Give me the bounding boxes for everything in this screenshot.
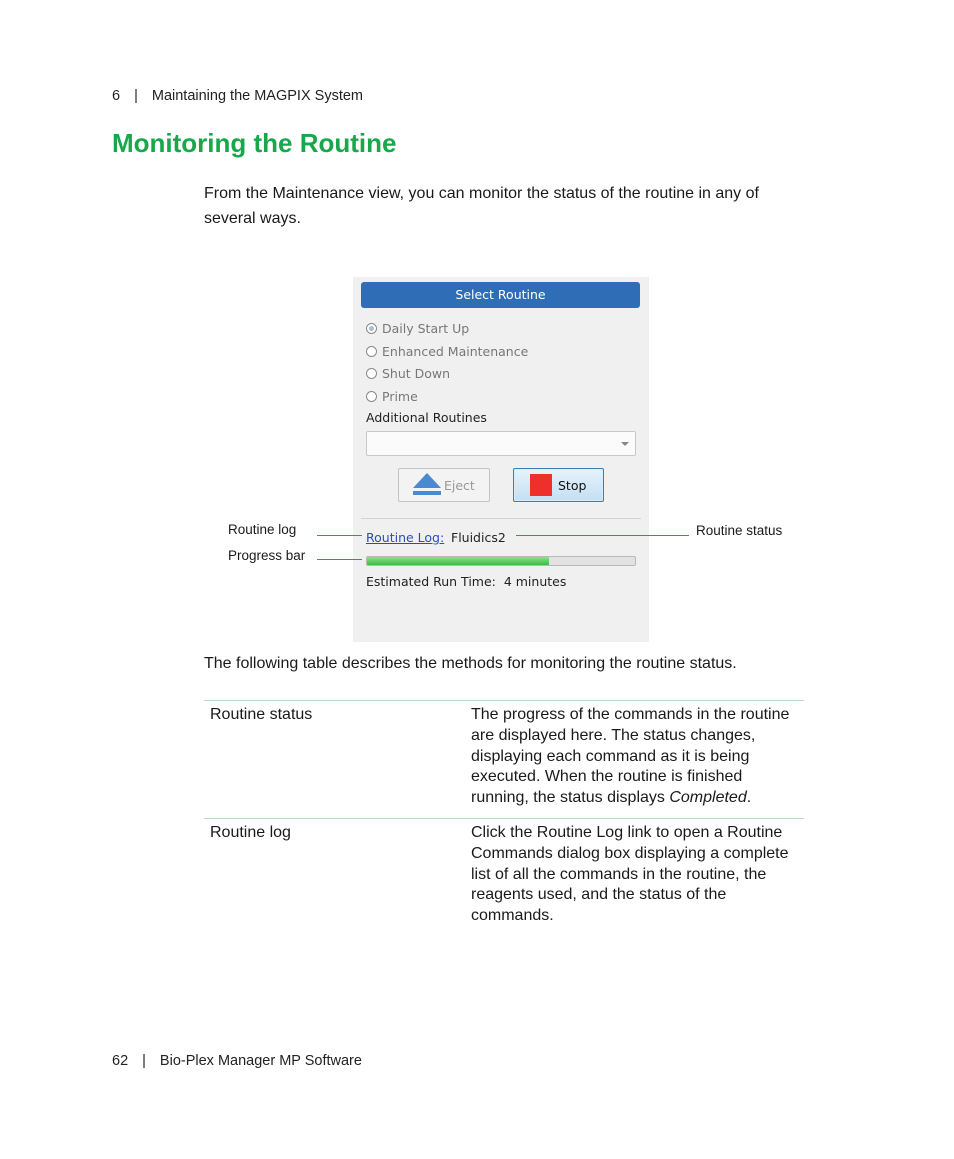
radio-shut-down[interactable] [366,364,450,382]
table-term: Routine status [210,706,313,723]
radio-selected-icon [366,323,377,334]
header-separator: | [134,88,138,104]
eject-icon [413,473,441,497]
radio-prime[interactable] [366,387,418,405]
routine-status-text: Fluidics2 [451,530,506,545]
additional-routines-dropdown[interactable] [366,431,636,456]
callout-line-routine-log [317,535,362,536]
estimated-run-time [366,574,566,589]
routine-log-link[interactable]: Routine Log: [366,530,445,545]
stop-button[interactable] [513,468,604,502]
select-routine-header: Select Routine [361,282,640,308]
running-header [112,88,363,104]
divider [361,518,641,519]
callout-line-progress-bar [317,559,362,560]
callout-progress-bar: Progress bar [228,548,306,563]
callout-routine-log: Routine log [228,522,297,537]
stop-icon [530,474,552,496]
table-term: Routine log [210,823,291,841]
footer-separator: | [142,1053,146,1069]
table-description [471,819,791,936]
stop-label: Stop [558,477,587,493]
methods-table [204,700,804,936]
product-name: Bio-Plex Manager MP Software [159,1053,362,1069]
estimated-value: 4 minutes [503,574,567,589]
estimated-label: Estimated Run Time: [366,574,496,589]
chapter-number: 6 [112,88,121,104]
radio-label: Enhanced Maintenance [382,343,529,359]
table-row [204,818,804,936]
radio-label: Daily Start Up [382,320,470,336]
maintenance-screenshot [353,277,649,642]
table-row [204,700,804,818]
description-text: The progress of the commands in the routine are displayed here. The status changes, displaying each command as it is being executed. When the routine is finished running, the status displays [471,706,790,807]
page-number: 62 [112,1053,129,1069]
table-lead: The following table describes the methods for monitoring the routine status. [204,655,737,672]
running-footer [112,1053,362,1069]
progress-fill [367,557,549,565]
description-emphasis: Completed [669,789,747,807]
radio-empty-icon [366,391,377,402]
radio-label: Prime [382,388,418,404]
progress-bar [366,556,636,566]
callout-routine-status: Routine status [696,523,783,538]
description-text: Click the Routine Log link to open a Routine Commands dialog box displaying a complete list of all the commands in the routine, the reagents used, and the status of the commands. [471,823,789,925]
radio-label: Shut Down [382,365,451,381]
chapter-title: Maintaining the MAGPIX System [151,88,364,104]
page-title: Monitoring the Routine [112,128,397,158]
additional-routines-label: Additional Routines [366,410,487,425]
eject-button[interactable] [398,468,490,502]
eject-label: Eject [444,477,475,493]
radio-empty-icon [366,346,377,357]
table-description [471,701,791,818]
chevron-down-icon [621,442,629,446]
radio-empty-icon [366,368,377,379]
callout-line-routine-status [516,535,689,536]
radio-enhanced-maintenance[interactable] [366,342,528,360]
radio-daily-start-up[interactable] [366,319,469,337]
intro-paragraph: From the Maintenance view, you can monitor the status of the routine in any of several ways. [204,185,759,227]
description-end: . [746,789,752,807]
